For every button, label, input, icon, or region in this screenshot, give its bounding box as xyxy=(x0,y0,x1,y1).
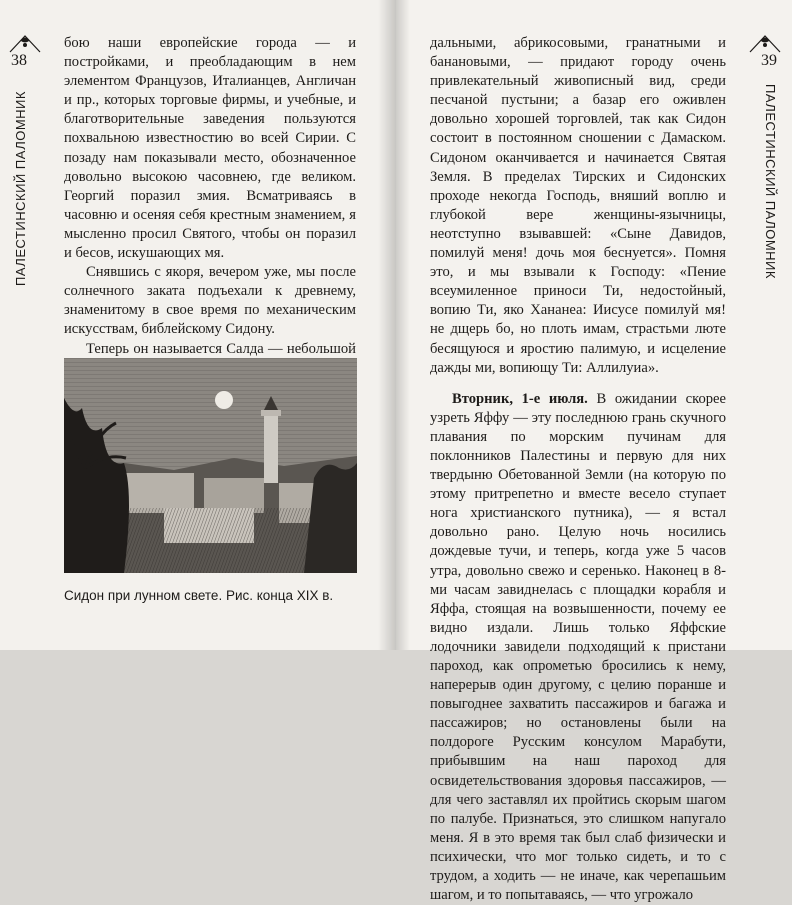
paragraph: Теперь он называется Салда — небольшой xyxy=(86,340,356,357)
body-text xyxy=(430,34,726,905)
ornament-icon xyxy=(8,32,42,54)
paragraph: Снявшись с якоря, вечером уже, мы после солнечного заката подъехали к древнему, знаменитому в свое время по механическим искусствам, библейскому Сидону. xyxy=(64,264,356,338)
paragraph xyxy=(430,390,726,905)
gutter-shadow xyxy=(396,0,410,650)
paragraph: бою наши европейские города — и постройками, и преобладающим в нем элементом Французов, Италианцев, Англичан и пр., которых торговые фирмы, и учебные, и благотворительные заведения пользуются похвальною известностию во всей Сирии. С позаду нам показывали место, обозначенное довольно высокою часовнею, где великом. Георгий поразил змия. Всматриваясь в часовню и осеняя себя крестным знамением, я мысленно просил Святого, чтобы он поразил и бесов, искушающих мя. xyxy=(64,35,356,262)
paragraph: дальными, абрикосовыми, гранатными и банановыми, — придают городу очень привлекательный живописный вид, среди песчаной пустыни; а базар его оживлен довольно хорошей торговлей, так как Сидон состоит в постоянном сношении с Дамаском. Сидоном оканчивается и начинается Святая Земля. В пределах Тирских и Сидонских проходе некогда Господь, вняший воплю и глубокой вере женщины-язычницы, неотступно взывавшей: «Сыне Давидов, помилуй меня! дочь моя беснуется». Помня это, и мы взывали к Господу: «Пение всеумиленное приноси Ти, недостойный, вопию Ти, яко Хананеа: Иисусе помилуй мя! не дщерь бо, но плоть имам, страстьми люте бесящуюся и яростию палимую, и исцеление дажды ми, вопиющу Ти: Аллилуиа». xyxy=(430,35,726,376)
page-number: 39 xyxy=(761,52,777,69)
entry-heading: Вторник, 1-е июля. xyxy=(452,390,588,407)
right-page xyxy=(396,0,792,904)
engraving-illustration xyxy=(64,358,357,573)
illustration-caption: Сидон при лунном свете. Рис. конца XIX в. xyxy=(64,588,334,603)
ornament-icon xyxy=(748,32,782,54)
paragraph-text: В ожидании скорее узреть Яффу — эту последнюю грань скучного плавания по морским пучинам для поклонников Палестины и первую для них твердыню Обетованной Земли (на которую по этому притрепетно и вместе весело ступает нога христианского путника), — я встал довольно рано. Целую ночь носились дождевые тучи, и теперь, когда уже 5 часов утра, довольно свежо и серенько. Наконец в 8-ми часам завиднелась с площадки корабля и Яффа, стоящая на возвышенности, почему ее видно издали. Лишь только Яффские лодочники завидели подходящий к пристани пароход, как опрометью бросились к нему, наперерыв один другому, с целию поранше и повыгоднее захватить пассажиров и багажа и пассажиров; но остановлены были на полдороге Русским консулом Марабути, прибывшим на наш пароход для освидетельствования здоровья пассажиров, — для чего заставлял их пройтись скорым шагом по палубе. Признаться, это слишком напугало меня. Я в это время так был слаб физически и психически, что мог только сидеть, и то с трудом, а ходить — не иначе, как черепашьим шагом, и то попытаваясь, — что угрожало xyxy=(430,390,726,904)
left-page xyxy=(0,0,396,650)
running-head: ПАЛЕСТИНСКИЙ ПАЛОМНИК xyxy=(763,84,778,279)
page-number: 38 xyxy=(11,52,27,69)
running-head: ПАЛЕСТИНСКИЙ ПАЛОМНИК xyxy=(13,91,28,286)
gutter-shadow xyxy=(378,0,396,650)
